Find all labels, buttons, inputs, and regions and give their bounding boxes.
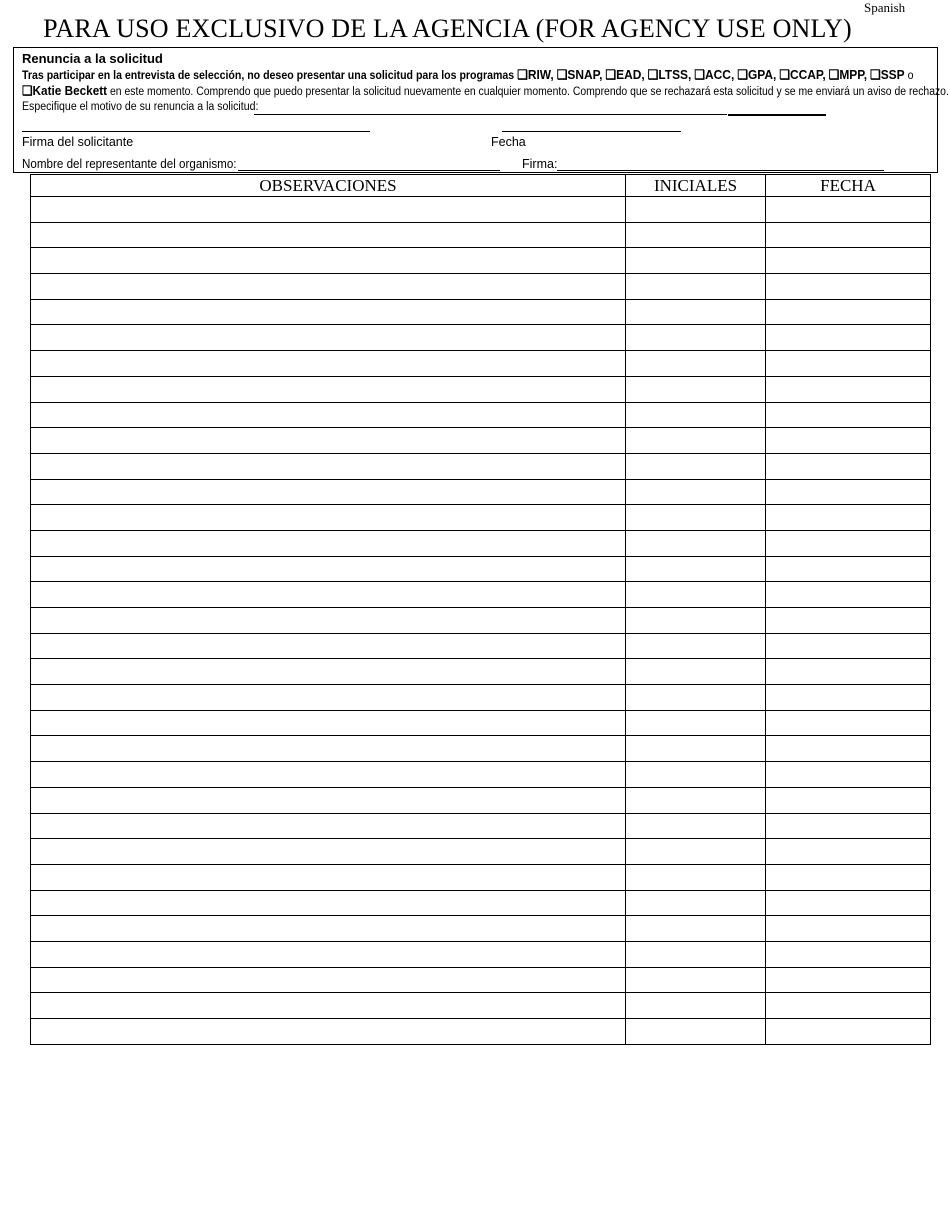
observations-table [30, 174, 931, 1045]
observation-cell[interactable] [31, 890, 626, 916]
table-row [31, 813, 931, 839]
agency-rep-signature-field[interactable] [557, 170, 884, 171]
column-header-date: FECHA [766, 175, 931, 197]
initials-cell[interactable] [626, 967, 766, 993]
program-checkbox-ltss[interactable]: ❑LTSS, [647, 67, 692, 82]
table-row [31, 530, 931, 556]
observation-cell[interactable] [31, 813, 626, 839]
date-cell[interactable] [766, 916, 931, 942]
date-cell[interactable] [766, 402, 931, 428]
initials-cell[interactable] [626, 325, 766, 351]
initials-cell[interactable] [626, 479, 766, 505]
observation-cell[interactable] [31, 608, 626, 634]
reason-field[interactable] [254, 114, 727, 115]
observation-cell[interactable] [31, 222, 626, 248]
waiver-heading: Renuncia a la solicitud [22, 51, 163, 66]
date-cell[interactable] [766, 762, 931, 788]
applicant-signature-label: Firma del solicitante [22, 135, 134, 149]
checkbox-icon: ❑ [22, 83, 33, 98]
table-row [31, 325, 931, 351]
table-row [31, 710, 931, 736]
table-row [31, 839, 931, 865]
date-cell[interactable] [766, 222, 931, 248]
table-row [31, 916, 931, 942]
table-row [31, 633, 931, 659]
observation-cell[interactable] [31, 299, 626, 325]
observation-cell[interactable] [31, 274, 626, 300]
program-checkbox-ssp[interactable]: ❑SSP [869, 67, 905, 82]
table-body [31, 197, 931, 1045]
initials-cell[interactable] [626, 787, 766, 813]
initials-cell[interactable] [626, 530, 766, 556]
waiver-intro: Tras participar en la entrevista de selección, no deseo presentar una solicitud para los programas [22, 70, 515, 82]
table-row [31, 685, 931, 711]
checkbox-icon: ❑ [869, 67, 881, 82]
date-cell[interactable] [766, 813, 931, 839]
program-checkbox-riw[interactable]: ❑RIW, [517, 67, 554, 82]
table-row [31, 299, 931, 325]
agency-rep-name-label: Nombre del representante del organismo: [22, 157, 237, 171]
initials-cell[interactable] [626, 453, 766, 479]
initials-cell[interactable] [626, 993, 766, 1019]
date-cell[interactable] [766, 248, 931, 274]
observation-cell[interactable] [31, 941, 626, 967]
date-cell[interactable] [766, 890, 931, 916]
table-row [31, 376, 931, 402]
table-row [31, 222, 931, 248]
initials-cell[interactable] [626, 402, 766, 428]
date-cell[interactable] [766, 428, 931, 454]
observation-cell[interactable] [31, 453, 626, 479]
table-row [31, 864, 931, 890]
checkbox-icon: ❑ [828, 67, 840, 82]
date-cell[interactable] [766, 299, 931, 325]
initials-cell[interactable] [626, 376, 766, 402]
date-cell[interactable] [766, 274, 931, 300]
checkbox-icon: ❑ [737, 67, 748, 82]
table-row [31, 1019, 931, 1045]
program-checkbox-gpa[interactable]: ❑GPA, [737, 67, 777, 82]
checkbox-icon: ❑ [779, 67, 790, 82]
observation-cell[interactable] [31, 376, 626, 402]
table-header-row [31, 175, 931, 197]
table-row [31, 659, 931, 685]
observation-cell[interactable] [31, 685, 626, 711]
table-row [31, 736, 931, 762]
checkbox-icon: ❑ [556, 67, 568, 82]
date-cell[interactable] [766, 556, 931, 582]
observation-cell[interactable] [31, 736, 626, 762]
table-row [31, 556, 931, 582]
checkbox-icon: ❑ [647, 67, 659, 82]
observation-cell[interactable] [31, 967, 626, 993]
date-cell[interactable] [766, 530, 931, 556]
initials-cell[interactable] [626, 222, 766, 248]
date-cell[interactable] [766, 710, 931, 736]
observation-cell[interactable] [31, 710, 626, 736]
initials-cell[interactable] [626, 762, 766, 788]
date-cell[interactable] [766, 608, 931, 634]
initials-cell[interactable] [626, 351, 766, 377]
observation-cell[interactable] [31, 864, 626, 890]
initials-cell[interactable] [626, 428, 766, 454]
table-row [31, 479, 931, 505]
observation-cell[interactable] [31, 505, 626, 531]
program-checkboxes [517, 67, 907, 82]
checkbox-icon: ❑ [605, 67, 617, 82]
date-field[interactable] [502, 131, 681, 132]
initials-cell[interactable] [626, 1019, 766, 1045]
table-row [31, 248, 931, 274]
agency-rep-name-field[interactable] [238, 170, 500, 171]
initials-cell[interactable] [626, 659, 766, 685]
observation-cell[interactable] [31, 839, 626, 865]
program-checkbox-ccap[interactable]: ❑CCAP, [779, 67, 826, 82]
initials-cell[interactable] [626, 197, 766, 223]
observation-cell[interactable] [31, 325, 626, 351]
date-cell[interactable] [766, 505, 931, 531]
observation-cell[interactable] [31, 351, 626, 377]
program-checkbox-katie-beckett[interactable]: ❑Katie Beckett [22, 83, 108, 98]
initials-cell[interactable] [626, 864, 766, 890]
observation-cell[interactable] [31, 762, 626, 788]
date-label: Fecha [491, 135, 526, 149]
initials-cell[interactable] [626, 916, 766, 942]
date-cell[interactable] [766, 351, 931, 377]
observation-cell[interactable] [31, 556, 626, 582]
date-cell[interactable] [766, 197, 931, 223]
table-row [31, 197, 931, 223]
column-header-observations: OBSERVACIONES [31, 175, 626, 197]
table-row [31, 402, 931, 428]
initials-cell[interactable] [626, 248, 766, 274]
initials-cell[interactable] [626, 736, 766, 762]
initials-cell[interactable] [626, 608, 766, 634]
date-cell[interactable] [766, 659, 931, 685]
observation-cell[interactable] [31, 197, 626, 223]
observation-cell[interactable] [31, 530, 626, 556]
initials-cell[interactable] [626, 299, 766, 325]
waiver-programs-line [22, 67, 913, 83]
table-row [31, 453, 931, 479]
observation-cell[interactable] [31, 582, 626, 608]
initials-cell[interactable] [626, 710, 766, 736]
date-cell[interactable] [766, 839, 931, 865]
table-row [31, 787, 931, 813]
observation-cell[interactable] [31, 659, 626, 685]
initials-cell[interactable] [626, 274, 766, 300]
date-cell[interactable] [766, 633, 931, 659]
initials-cell[interactable] [626, 941, 766, 967]
checkbox-icon: ❑ [517, 67, 528, 82]
table-row [31, 762, 931, 788]
observation-cell[interactable] [31, 916, 626, 942]
table-row [31, 505, 931, 531]
agency-rep-signature-label: Firma: [522, 157, 558, 171]
date-cell[interactable] [766, 787, 931, 813]
observation-cell[interactable] [31, 633, 626, 659]
initials-cell[interactable] [626, 685, 766, 711]
program-checkbox-acc[interactable]: ❑ACC, [694, 67, 735, 82]
observation-cell[interactable] [31, 428, 626, 454]
waiver-section [13, 47, 949, 173]
reason-field-end [728, 114, 826, 116]
date-cell[interactable] [766, 1019, 931, 1045]
table-row [31, 351, 931, 377]
date-cell[interactable] [766, 864, 931, 890]
observation-cell[interactable] [31, 1019, 626, 1045]
date-cell[interactable] [766, 993, 931, 1019]
observation-cell[interactable] [31, 479, 626, 505]
date-cell[interactable] [766, 967, 931, 993]
observation-cell[interactable] [31, 787, 626, 813]
observation-cell[interactable] [31, 402, 626, 428]
date-cell[interactable] [766, 453, 931, 479]
table-row [31, 274, 931, 300]
initials-cell[interactable] [626, 582, 766, 608]
date-cell[interactable] [766, 685, 931, 711]
or-word: o [907, 70, 914, 82]
table-row [31, 582, 931, 608]
language-label: Spanish [864, 0, 906, 15]
program-checkbox-ead[interactable]: ❑EAD, [605, 67, 645, 82]
date-cell[interactable] [766, 479, 931, 505]
column-header-initials: INICIALES [626, 175, 766, 197]
initials-cell[interactable] [626, 633, 766, 659]
observation-cell[interactable] [31, 993, 626, 1019]
table-row [31, 941, 931, 967]
initials-cell[interactable] [626, 839, 766, 865]
table-row [31, 967, 931, 993]
date-cell[interactable] [766, 736, 931, 762]
program-checkbox-snap[interactable]: ❑SNAP, [556, 67, 603, 82]
initials-cell[interactable] [626, 890, 766, 916]
initials-cell[interactable] [626, 813, 766, 839]
checkbox-icon: ❑ [694, 67, 706, 82]
waiver-statement: en este momento. Comprendo que puedo presentar la solicitud nuevamente en cualquier momento. Comprendo que se rechazará esta solicitud y se me enviará un aviso de rechazo. [109, 86, 949, 98]
initials-cell[interactable] [626, 505, 766, 531]
date-cell[interactable] [766, 376, 931, 402]
reason-label: Especifique el motivo de su renuncia a la solicitud: [22, 101, 259, 113]
initials-cell[interactable] [626, 556, 766, 582]
observation-cell[interactable] [31, 248, 626, 274]
table-row [31, 993, 931, 1019]
table-row [31, 608, 931, 634]
date-cell[interactable] [766, 582, 931, 608]
table-row [31, 428, 931, 454]
date-cell[interactable] [766, 325, 931, 351]
date-cell[interactable] [766, 941, 931, 967]
waiver-statement-line [22, 83, 949, 99]
applicant-signature-field[interactable] [22, 131, 370, 132]
table-row [31, 890, 931, 916]
page-title: PARA USO EXCLUSIVO DE LA AGENCIA (FOR AGENCY USE ONLY) [43, 14, 852, 43]
program-checkbox-mpp[interactable]: ❑MPP, [828, 67, 868, 82]
